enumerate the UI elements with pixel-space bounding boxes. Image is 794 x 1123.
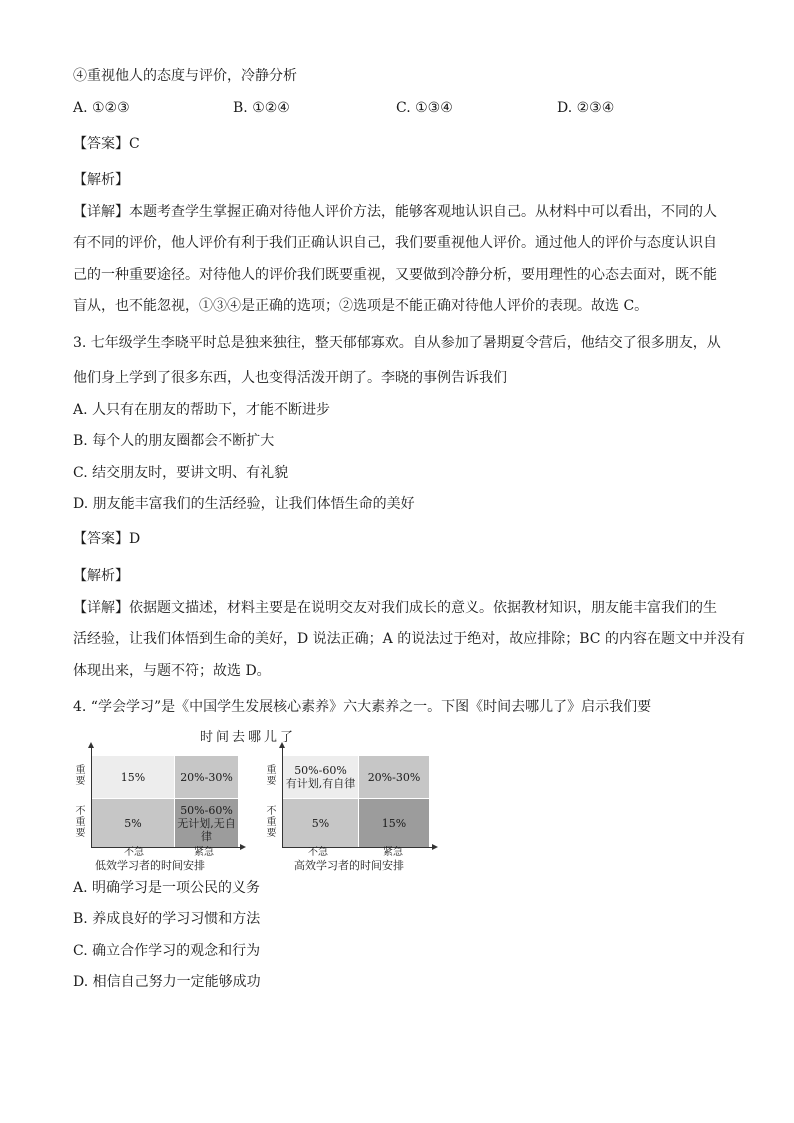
- right-y-arrow-icon: [279, 742, 285, 748]
- q2-detail-line: 己的一种重要途径。对待他人的评价我们既要重视，又要做到冷静分析，要用理性的心态去面对，既不能: [73, 267, 717, 283]
- cell-note: 无计划,无自律: [177, 816, 236, 843]
- cell-value: 50%-60%: [294, 764, 347, 777]
- q2-choice-a: A. ①②③: [73, 100, 130, 116]
- right-cell-not-important-urgent: [359, 799, 429, 847]
- q3-stem-line: 他们身上学到了很多东西，人也变得活泼开朗了。李晓的事例告诉我们: [73, 370, 507, 386]
- q3-option-b: B. 每个人的朋友圈都会不断扩大: [73, 433, 275, 449]
- left-x-arrow-icon: [240, 844, 246, 850]
- left-y-arrow-icon: [88, 742, 94, 748]
- q2-detail-line: 【详解】本题考查学生掌握正确对待他人评价方法，能够客观地认识自己。从材料中可以看出，不同的人: [73, 204, 717, 220]
- left-y-label-not-important: 不 重 要: [75, 806, 86, 839]
- q3-option-d: D. 朋友能丰富我们的生活经验，让我们体悟生命的美好: [73, 496, 415, 512]
- q4-option-c: C. 确立合作学习的观念和行为: [73, 943, 261, 959]
- right-cell-not-important-not-urgent: [283, 799, 359, 847]
- left-x-axis: [91, 847, 241, 848]
- q3-option-a: A. 人只有在朋友的帮助下，才能不断进步: [73, 402, 331, 418]
- q3-analysis-heading: 【解析】: [73, 568, 129, 584]
- right-caption: 高效学习者的时间安排: [294, 859, 404, 872]
- left-cell-important-not-urgent: [92, 756, 175, 799]
- cell-value: 20%-30%: [180, 770, 233, 784]
- q3-stem-line: 3. 七年级学生李晓平时总是独来独往，整天郁郁寡欢。自从参加了暑期夏令营后，他结交了很多朋友，从: [73, 335, 721, 351]
- left-y-label-important: 重 要: [75, 765, 86, 787]
- left-x-label-urgent: 紧急: [194, 847, 214, 858]
- q2-detail-line: 盲从，也不能忽视，①③④是正确的选项；②选项是不能正确对待他人评价的表现。故选 C。: [73, 298, 649, 314]
- time-matrix-figure: [73, 726, 443, 874]
- right-x-axis: [282, 847, 433, 848]
- q2-analysis-heading: 【解析】: [73, 172, 129, 188]
- q3-detail-line: 【详解】依据题文描述，材料主要是在说明交友对我们成长的意义。依据教材知识，朋友能丰富我们的生: [73, 600, 717, 616]
- cell-value: 15%: [381, 816, 407, 830]
- q4-option-a: A. 明确学习是一项公民的义务: [73, 880, 261, 896]
- q2-option-4: ④重视他人的态度与评价，冷静分析: [73, 68, 297, 84]
- left-cell-not-important-urgent: [175, 799, 238, 847]
- right-x-arrow-icon: [432, 844, 438, 850]
- q3-detail-line: 体现出来，与题不符；故选 D。: [73, 663, 271, 679]
- left-x-label-not-urgent: 不急: [124, 847, 144, 858]
- left-cell-important-urgent: [175, 756, 238, 799]
- cell-value: 15%: [120, 770, 146, 784]
- q4-stem: 4. “学会学习”是《中国学生发展核心素养》六大素养之一。下图《时间去哪儿了》启示我们要: [73, 699, 652, 715]
- cell-note: 有计划,有自律: [285, 777, 356, 790]
- q3-detail-line: 活经验，让我们体悟到生命的美好，D 说法正确；A 的说法过于绝对，故应排除；BC 的内容在题文中并没有: [73, 631, 745, 647]
- cell-value: 50%-60%: [180, 803, 233, 817]
- right-x-label-not-urgent: 不急: [308, 847, 328, 858]
- cell-value: 5%: [124, 816, 142, 830]
- q4-option-b: B. 养成良好的学习习惯和方法: [73, 911, 261, 927]
- right-cell-important-not-urgent: [283, 756, 359, 799]
- q2-detail-line: 有不同的评价，他人评价有利于我们正确认识自己，我们要重视他人评价。通过他人的评价与态度认识自: [73, 235, 717, 251]
- right-cell-important-urgent: [359, 756, 429, 799]
- q4-option-d: D. 相信自己努力一定能够成功: [73, 974, 261, 990]
- q2-answer: 【答案】C: [73, 136, 140, 152]
- cell-value: 20%-30%: [367, 770, 421, 784]
- right-y-label-not-important: 不 重 要: [266, 806, 277, 839]
- left-caption: 低效学习者的时间安排: [95, 859, 205, 872]
- q3-option-c: C. 结交朋友时，要讲文明、有礼貌: [73, 465, 289, 481]
- q3-answer: 【答案】D: [73, 531, 141, 547]
- cell-value: 5%: [311, 816, 330, 830]
- left-cell-not-important-not-urgent: [92, 799, 175, 847]
- q2-choice-b: B. ①②④: [233, 100, 290, 116]
- figure-title: 时间去哪儿了: [200, 730, 297, 745]
- right-x-label-urgent: 紧急: [383, 847, 403, 858]
- q2-choice-c: C. ①③④: [396, 100, 453, 116]
- right-y-label-important: 重 要: [266, 765, 277, 787]
- q2-choice-d: D. ②③④: [557, 100, 615, 116]
